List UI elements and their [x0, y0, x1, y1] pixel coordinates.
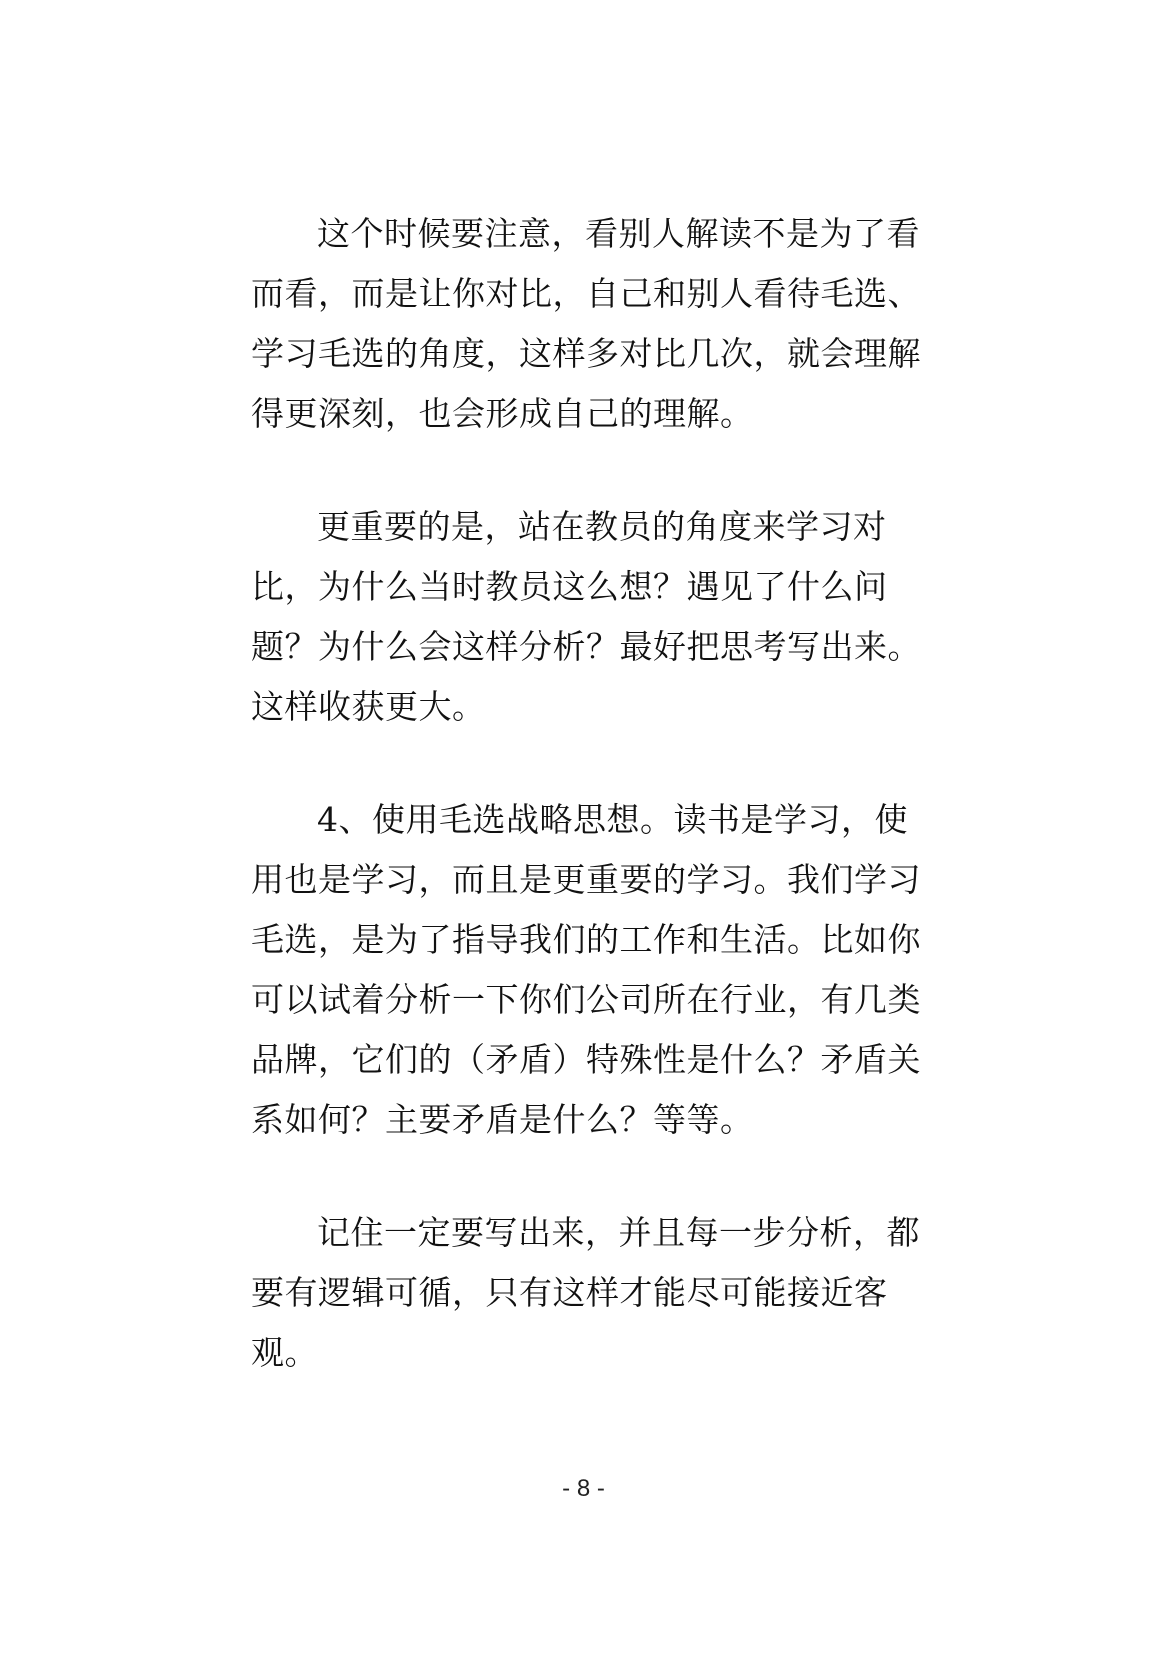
text-line: 用也是学习，而且是更重要的学习。我们学习 [251, 860, 921, 899]
paragraph-2 [251, 497, 921, 737]
paragraph-4 [251, 1203, 920, 1383]
text-line: 可以试着分析一下你们公司所在行业，有几类 [251, 980, 921, 1019]
text-line: 比，为什么当时教员这么想？遇见了什么问 [251, 567, 888, 606]
body-text [251, 204, 921, 1436]
text-line: 系如何？主要矛盾是什么？等等。 [251, 1100, 754, 1139]
text-line: 记住一定要写出来，并且每一步分析，都 [317, 1213, 920, 1252]
text-line: 得更深刻，也会形成自己的理解。 [251, 394, 754, 433]
paragraph-1 [251, 204, 921, 444]
text-line: 题？为什么会这样分析？最好把思考写出来。 [251, 627, 921, 666]
text-line: 观。 [251, 1333, 318, 1372]
paragraph-3 [251, 790, 921, 1150]
text-line: 要有逻辑可循，只有这样才能尽可能接近客 [251, 1273, 888, 1312]
text-line: 4、使用毛选战略思想。读书是学习，使 [317, 800, 908, 839]
text-line: 学习毛选的角度，这样多对比几次，就会理解 [251, 334, 921, 373]
page-number: - 8 - [562, 1475, 605, 1502]
text-line: 这样收获更大。 [251, 687, 486, 726]
text-line: 而看，而是让你对比，自己和别人看待毛选、 [251, 274, 921, 313]
text-line: 品牌，它们的（矛盾）特殊性是什么？矛盾关 [251, 1040, 921, 1079]
text-line: 更重要的是，站在教员的角度来学习对 [317, 507, 887, 546]
text-line: 毛选，是为了指导我们的工作和生活。比如你 [251, 920, 921, 959]
text-line: 这个时候要注意，看别人解读不是为了看 [317, 214, 920, 253]
